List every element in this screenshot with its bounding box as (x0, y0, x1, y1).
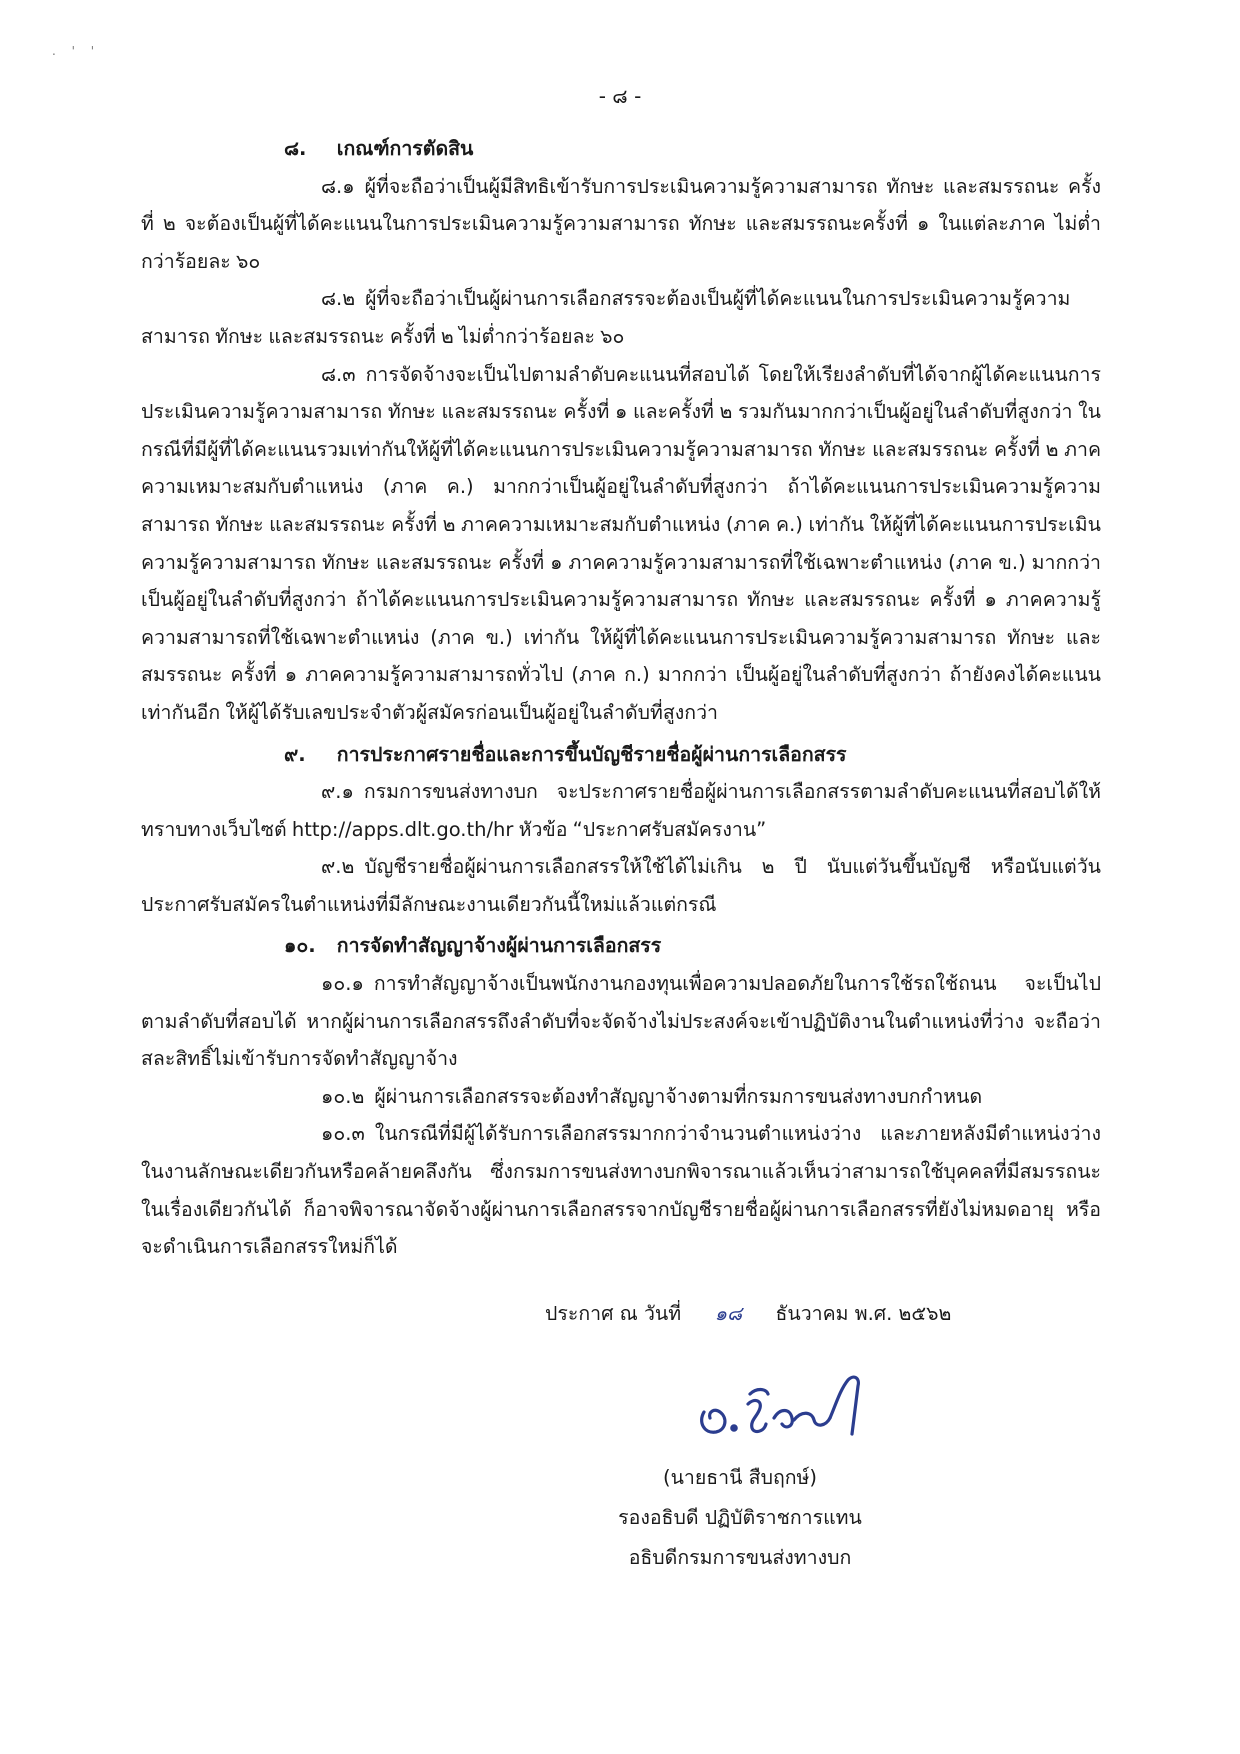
clause-text: บัญชีรายชื่อผู้ผ่านการเลือกสรรให้ใช้ได้ไม่เกิน ๒ ปี นับแต่วันขึ้นบัญชี หรือนับแต่วันประกาศรับสมัครในตำแหน่งที่มีลักษณะงานเดียวกันนี้ใหม่แล้วแต่กรณี (141, 855, 1101, 916)
section-number: ๑๐. (284, 934, 316, 958)
section-heading (141, 130, 1101, 168)
signatory-office: อธิบดีกรมการขนส่งทางบก (628, 1546, 852, 1569)
document-body (141, 130, 1101, 1266)
section-heading (141, 927, 1101, 965)
handwritten-signature (690, 1360, 880, 1450)
section-title: การประกาศรายชื่อและการขึ้นบัญชีรายชื่อผู้ผ่านการเลือกสรร (336, 742, 847, 766)
clause-number: ๘.๑ (321, 174, 355, 198)
clause-number: ๑๐.๓ (321, 1122, 365, 1146)
signatory-position: รองอธิบดี ปฏิบัติราชการแทน (618, 1506, 862, 1529)
clause-paragraph (141, 1115, 1101, 1265)
clause-number: ๑๐.๑ (321, 972, 364, 996)
clause-paragraph (141, 280, 1101, 355)
signatory-name: (นายธานี สืบฤกษ์) (662, 1466, 818, 1489)
signatory-block (560, 1458, 920, 1578)
announcement-date (545, 1298, 951, 1329)
clause-paragraph (141, 1078, 1101, 1116)
announcement-day: ๑๘ (714, 1302, 742, 1325)
clause-paragraph (141, 848, 1101, 923)
clause-paragraph (141, 168, 1101, 281)
clause-text: กรมการขนส่งทางบก จะประกาศรายชื่อผู้ผ่านการเลือกสรรตามลำดับคะแนนที่สอบได้ให้ทราบทางเว็บไซต์ http://apps.dlt.go.th/hr หัวข้อ “ประกาศรับสมัครงาน” (141, 780, 1101, 841)
page-number: - ๘ - (598, 84, 642, 108)
clause-number: ๘.๓ (321, 362, 356, 386)
clause-text: ผู้ผ่านการเลือกสรรจะต้องทำสัญญาจ้างตามที่กรมการขนส่งทางบกกำหนด (374, 1084, 983, 1108)
clause-text: ผู้ที่จะถือว่าเป็นผู้มีสิทธิเข้ารับการประเมินความรู้ความสามารถ ทักษะ และสมรรถนะ ครั้งที่ ๒ จะต้องเป็นผู้ที่ได้คะแนนในการประเมินความรู้ความสามารถ ทักษะ และสมรรถนะครั้งที่ ๑ ในแต่ละภาค ไม่ต่ำกว่าร้อยละ ๖๐ (141, 174, 1101, 273)
clause-paragraph (141, 965, 1101, 1078)
announcement-prefix: ประกาศ ณ วันที่ (545, 1302, 682, 1325)
section-number: ๘. (284, 137, 307, 160)
clause-paragraph (141, 356, 1101, 732)
clause-number: ๘.๒ (321, 287, 356, 311)
announcement-month-year: ธันวาคม พ.ศ. ๒๕๖๒ (775, 1302, 952, 1325)
clause-number: ๑๐.๒ (321, 1084, 365, 1108)
scan-specks: . ' ' (52, 44, 101, 58)
section-heading (141, 736, 1101, 774)
section-title: การจัดทำสัญญาจ้างผู้ผ่านการเลือกสรร (336, 934, 662, 958)
clause-number: ๙.๒ (321, 855, 355, 879)
clause-paragraph (141, 773, 1101, 848)
clause-text: ในกรณีที่มีผู้ได้รับการเลือกสรรมากกว่าจำนวนตำแหน่งว่าง และภายหลังมีตำแหน่งว่างในงานลักษณะเดียวกันหรือคล้ายคลึงกัน ซึ่งกรมการขนส่งทางบกพิจารณาแล้วเห็นว่าสามารถใช้บุคคลที่มีสมรรถนะในเรื่องเดียวกันได้ ก็อาจพิจารณาจัดจ้างผู้ผ่านการเลือกสรรจากบัญชีรายชื่อผู้ผ่านการเลือกสรรที่ยังไม่หมดอายุ หรือจะดำเนินการเลือกสรรใหม่ก็ได้ (141, 1122, 1101, 1259)
clause-number: ๙.๑ (321, 780, 354, 804)
section-number: ๙. (284, 742, 306, 766)
clause-text: ผู้ที่จะถือว่าเป็นผู้ผ่านการเลือกสรรจะต้องเป็นผู้ที่ได้คะแนนในการประเมินความรู้ความสามารถ ทักษะ และสมรรถนะ ครั้งที่ ๒ ไม่ต่ำกว่าร้อยละ ๖๐ (141, 287, 1071, 348)
clause-text: การทำสัญญาจ้างเป็นพนักงานกองทุนเพื่อความปลอดภัยในการใช้รถใช้ถนน จะเป็นไปตามลำดับที่สอบได้ หากผู้ผ่านการเลือกสรรถึงลำดับที่จะจัดจ้างไม่ประสงค์จะเข้าปฏิบัติงานในตำแหน่งที่ว่าง จะถือว่าสละสิทธิ์ไม่เข้ารับการจัดทำสัญญาจ้าง (141, 972, 1101, 1071)
clause-text: การจัดจ้างจะเป็นไปตามลำดับคะแนนที่สอบได้ โดยให้เรียงลำดับที่ได้จากผู้ได้คะแนนการประเมินความรู้ความสามารถ ทักษะ และสมรรถนะ ครั้งที่ ๑ และครั้งที่ ๒ รวมกันมากกว่าเป็นผู้อยู่ในลำดับที่สูงกว่า ในกรณีที่มีผู้ที่ได้คะแนนรวมเท่ากันให้ผู้ที่ได้คะแนนการประเมินความรู้ความสามารถ ทักษะ และสมรรถนะ ครั้งที่ ๒ ภาคความเหมาะสมกับตำแหน่ง (ภาค ค.) มากกว่าเป็นผู้อยู่ในลำดับที่สูงกว่า ถ้าได้คะแนนการประเมินความรู้ความสามารถ ทักษะ และสมรรถนะ ครั้งที่ ๒ ภาคความเหมาะสมกับตำแหน่ง (ภาค ค.) เท่ากัน ให้ผู้ที่ได้คะแนนการประเมินความรู้ความสามารถ ทักษะ และสมรรถนะ ครั้งที่ ๑ ภาคความรู้ความสามารถที่ใช้เฉพาะตำแหน่ง (ภาค ข.) มากกว่าเป็นผู้อยู่ในลำดับที่สูงกว่า ถ้าได้คะแนนการประเมินความรู้ความสามารถ ทักษะ และสมรรถนะ ครั้งที่ ๑ ภาคความรู้ความสามารถที่ใช้เฉพาะตำแหน่ง (ภาค ข.) เท่ากัน ให้ผู้ที่ได้คะแนนการประเมินความรู้ความสามารถ ทักษะ และสมรรถนะ ครั้งที่ ๑ ภาคความรู้ความสามารถทั่วไป (ภาค ก.) มากกว่า เป็นผู้อยู่ในลำดับที่สูงกว่า ถ้ายังคงได้คะแนนเท่ากันอีก ให้ผู้ได้รับเลขประจำตัวผู้สมัครก่อนเป็นผู้อยู่ในลำดับที่สูงกว่า (141, 362, 1101, 724)
section-title: เกณฑ์การตัดสิน (336, 137, 474, 160)
